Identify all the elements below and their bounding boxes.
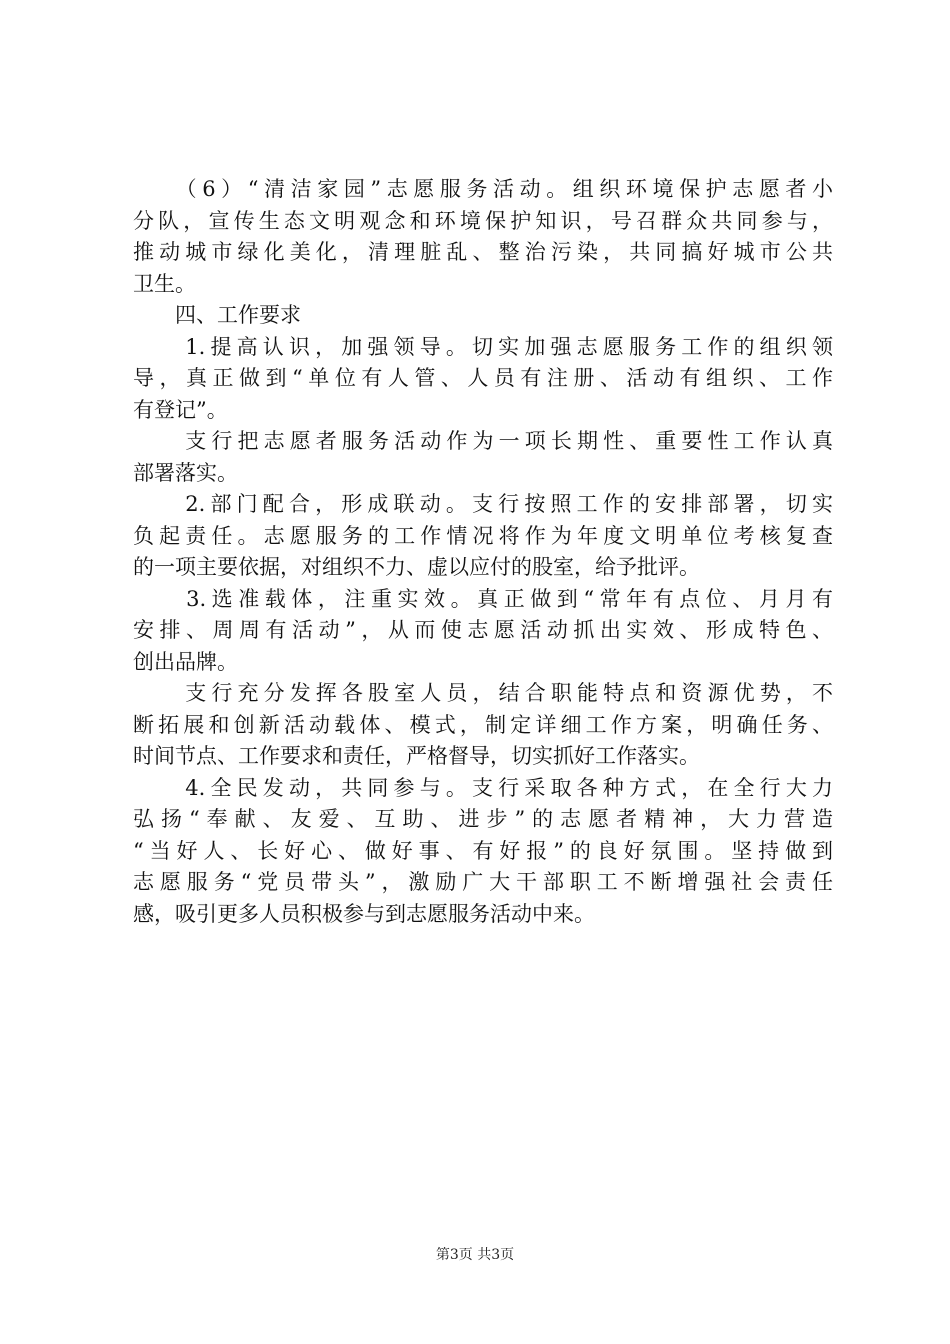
text-line: （6）“清洁家园”志愿服务活动。组织环境保护志愿者小: [133, 177, 833, 201]
page-footer: 第3页 共3页: [435, 1247, 515, 1263]
text-line: 4.全民发动，共同参与。支行采取各种方式，在全行大力: [133, 775, 833, 800]
text-line: 有登记”。: [133, 397, 228, 422]
text-line: 志愿服务“党员带头”，激励广大干部职工不断增强社会责任: [133, 870, 833, 894]
text-line: 推动城市绿化美化，清理脏乱、整治污染，共同搞好城市公共: [133, 240, 833, 264]
text-line: 负起责任。志愿服务的工作情况将作为年度文明单位考核复查: [133, 523, 833, 548]
text-line: 安排、周周有活动”，从而使志愿活动抓出实效、形成特色、: [133, 618, 833, 642]
text-line: 导，真正做到“单位有人管、人员有注册、活动有组织、工作: [133, 366, 833, 390]
text-line: 四、工作要求: [133, 303, 301, 327]
text-line: 1.提高认识，加强领导。切实加强志愿服务工作的组织领: [133, 334, 833, 359]
text-line: “当好人、长好心、做好事、有好报”的良好氛围。坚持做到: [133, 838, 833, 863]
text-line: 部署落实。: [133, 460, 238, 485]
text-line: 支行充分发挥各股室人员，结合职能特点和资源优势，不: [133, 681, 833, 705]
text-line: 时间节点、工作要求和责任，严格督导，切实抓好工作落实。: [133, 744, 700, 768]
text-line: 弘扬“奉献、友爱、互助、进步”的志愿者精神，大力营造: [133, 807, 833, 831]
text-line: 3.选准载体，注重实效。真正做到“常年有点位、月月有: [133, 586, 833, 611]
text-line: 断拓展和创新活动载体、模式，制定详细工作方案，明确任务、: [133, 712, 833, 737]
document-body: [133, 174, 833, 930]
text-line: 2.部门配合，形成联动。支行按照工作的安排部署，切实: [133, 492, 833, 516]
text-line: 感，吸引更多人员积极参与到志愿服务活动中来。: [133, 901, 595, 926]
text-line: 支行把志愿者服务活动作为一项长期性、重要性工作认真: [133, 429, 833, 453]
text-line: 卫生。: [133, 271, 196, 296]
text-line: 创出品牌。: [133, 649, 238, 674]
text-line: 的一项主要依据，对组织不力、虚以应付的股室，给予批评。: [133, 555, 700, 579]
text-line: 分队，宣传生态文明观念和环境保护知识，号召群众共同参与，: [133, 208, 833, 233]
